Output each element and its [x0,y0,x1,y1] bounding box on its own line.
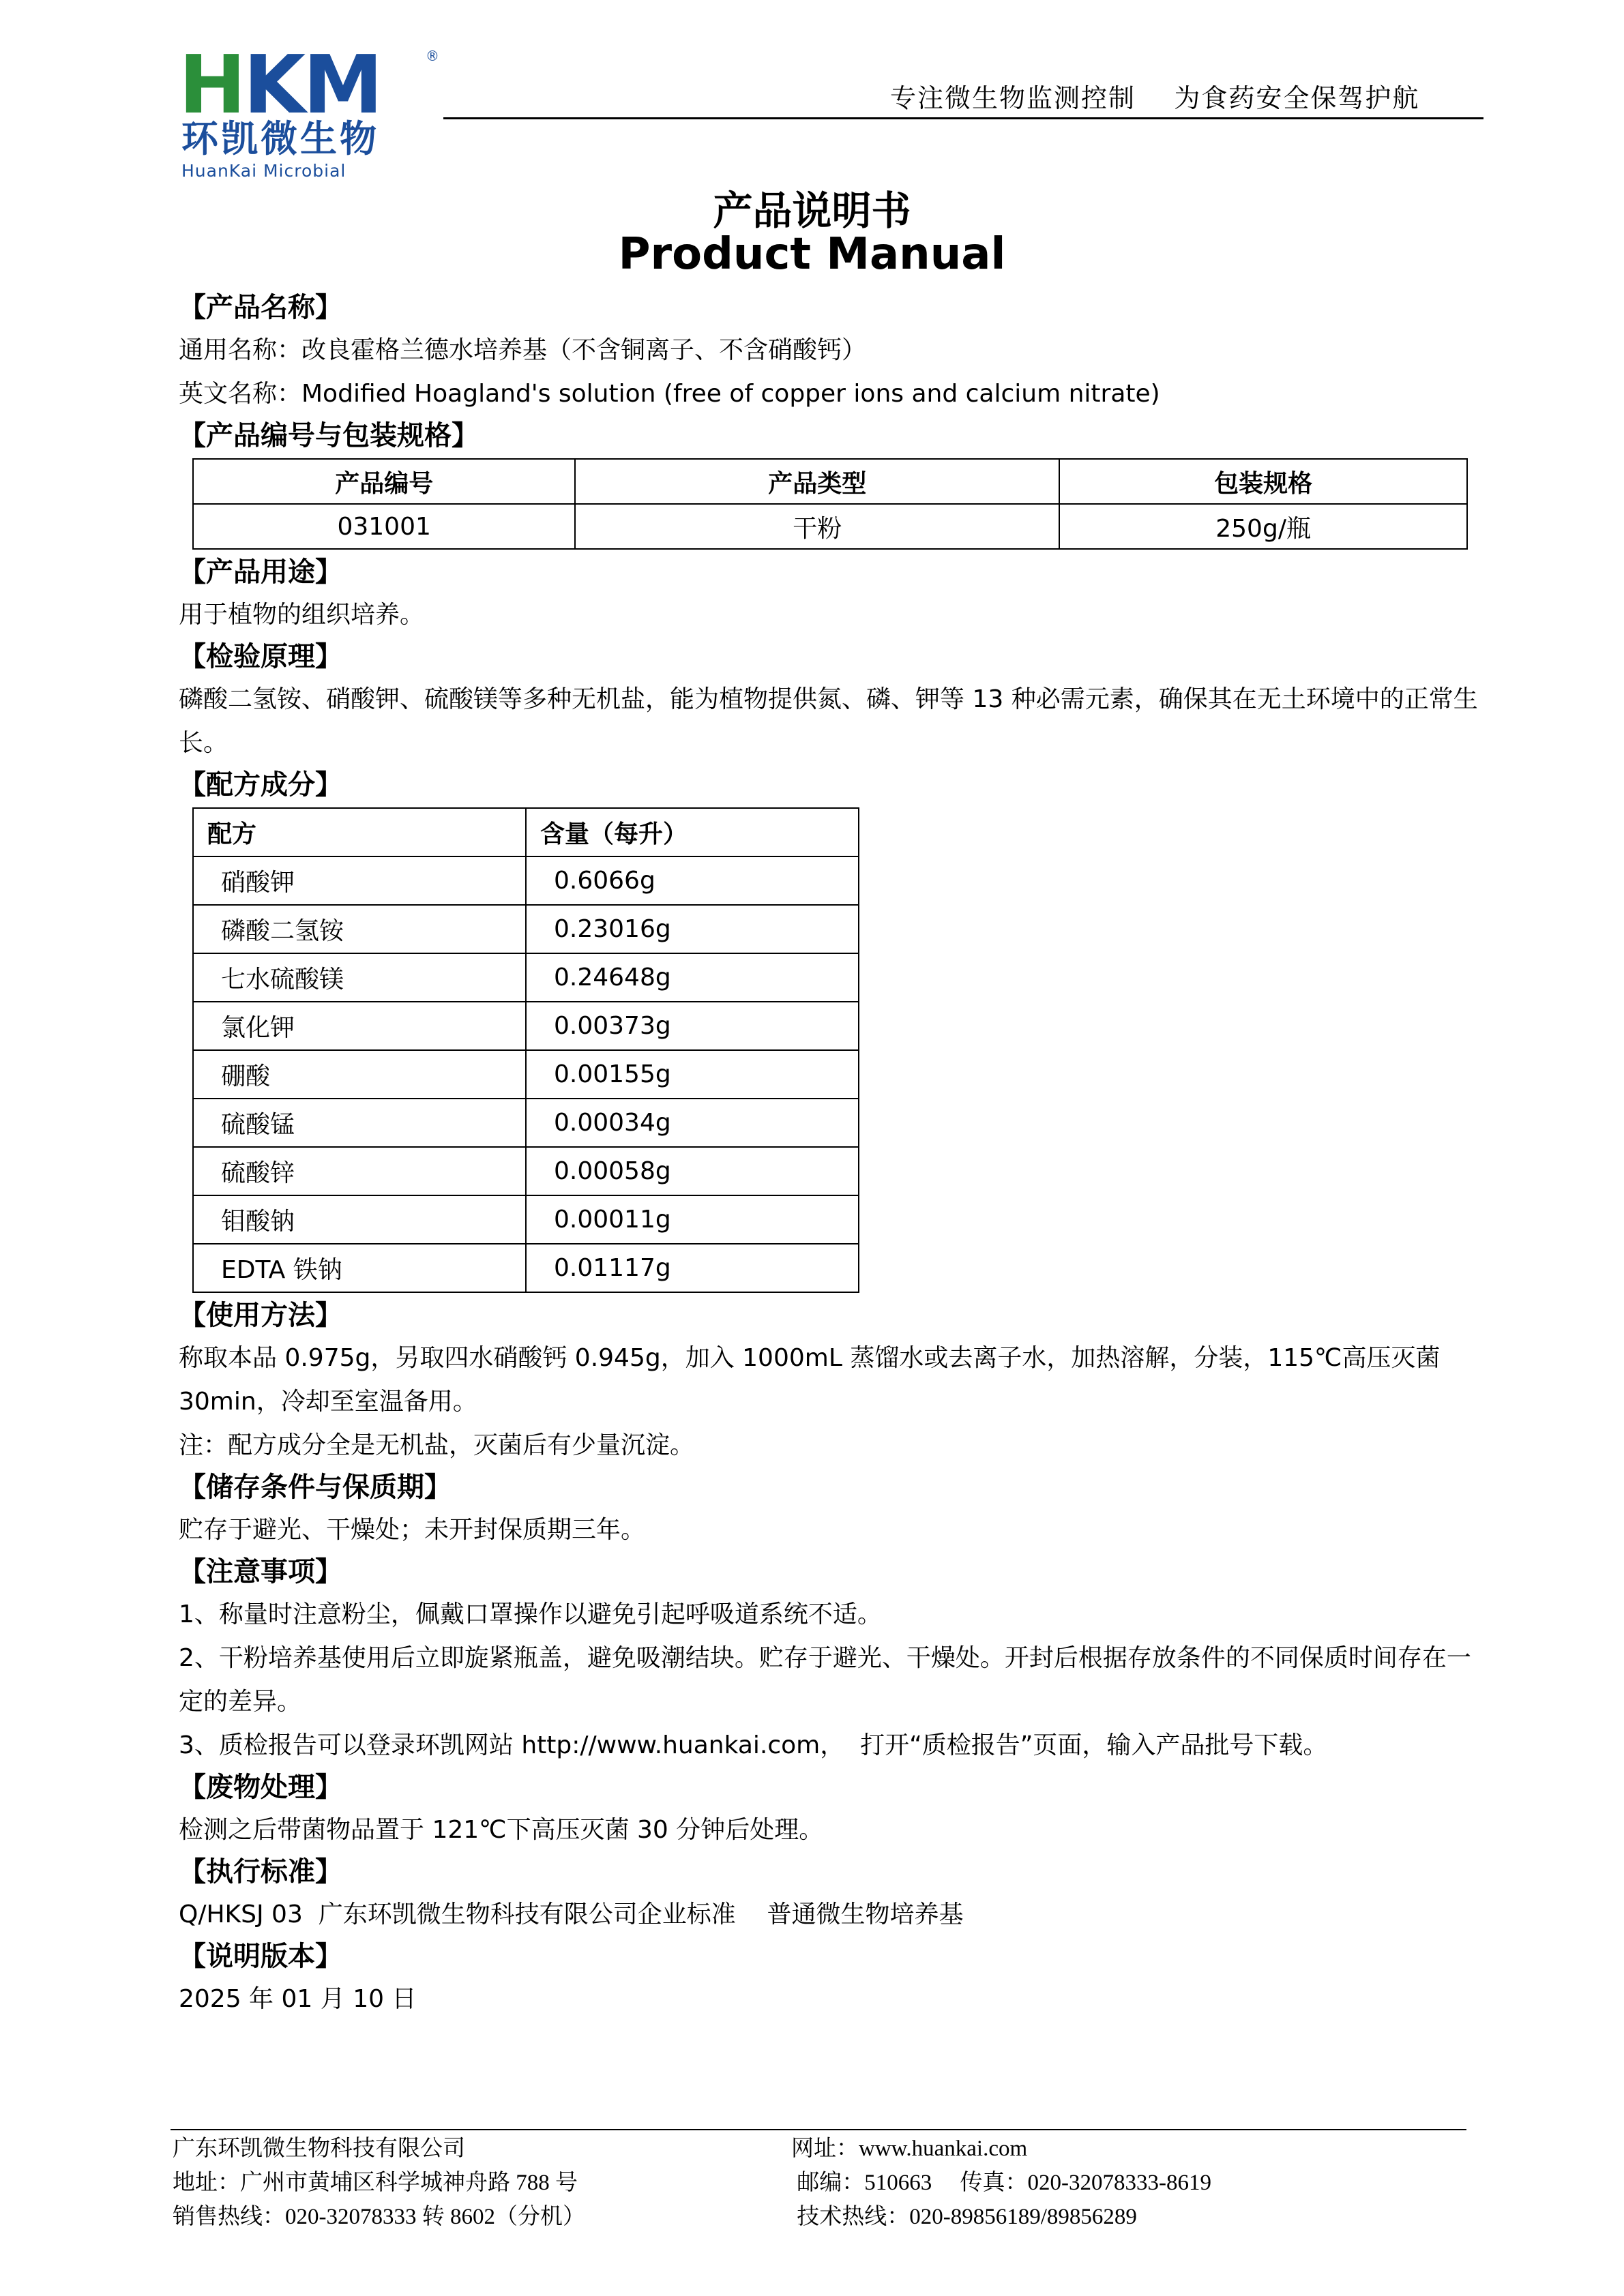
storage-text: 贮存于避光、干燥处；未开封保质期三年。 [179,1516,646,1544]
method-text: 称取本品 0.975g，另取四水硝酸钙 0.945g，加入 1000mL 蒸馏水或去离子水，加热溶解，分装，115℃高压灭菌 30min，冷却至室温备用。 [179,1344,1441,1416]
section-heading-storage: 【储存条件与保质期】 [179,1472,452,1503]
logo-english-name: HuanKai Microbial [181,161,346,181]
table-cell: 250g/瓶 [1059,504,1467,549]
logo-letter-k: K [243,38,304,132]
ingredient-amount: 0.00373g [526,1002,859,1050]
ingredient-name: 硫酸锌 [193,1147,526,1195]
footer-company-info [173,2132,585,2234]
logo-letter-m: M [303,38,381,132]
manual-body [179,288,1488,2021]
table-row [193,1244,859,1292]
footer-postcode-fax: 邮编：510663 传真：020-32078333-8619 [791,2171,1211,2195]
ingredient-amount: 0.24648g [526,953,859,1002]
ingredient-name: 钼酸钠 [193,1195,526,1244]
formula-table [192,807,859,1293]
header-divider [443,117,1483,119]
section-heading-standard: 【执行标准】 [179,1856,342,1888]
ingredient-amount: 0.00058g [526,1147,859,1195]
section-heading-formula: 【配方成分】 [179,769,342,801]
page-title: 产品说明书 [713,188,911,234]
column-header: 配方 [193,808,526,856]
table-header-row [193,459,1467,504]
section-heading-version: 【说明版本】 [179,1941,342,1972]
page-subtitle: Product Manual [618,229,1006,280]
ingredient-amount: 0.23016g [526,905,859,953]
table-row [193,856,859,905]
english-name: 英文名称：Modified Hoagland's solution (free of copper ions and calcium nitrate) [179,380,1160,408]
column-header: 包装规格 [1059,459,1467,504]
table-header-row [193,808,859,856]
common-name: 通用名称：改良霍格兰德水培养基（不含铜离子、不含硝酸钙） [179,336,867,364]
section-heading-principle: 【检验原理】 [179,641,342,672]
table-cell: 031001 [193,504,575,549]
footer-company: 广东环凯微生物科技有限公司 [173,2136,465,2161]
footer-divider [171,2129,1466,2130]
note-item: 3、质检报告可以登录环凯网站 http://www.huankai.com， 打开“质检报告”页面，输入产品批号下载。 [179,1731,1328,1759]
section-heading-product-name: 【产品名称】 [179,292,342,323]
ingredient-amount: 0.00011g [526,1195,859,1244]
table-row [193,1099,859,1147]
footer-website: 网址：www.huankai.com [791,2136,1028,2161]
section-heading-method: 【使用方法】 [179,1300,342,1331]
logo-letter-h: H [179,38,243,132]
table-row [193,1002,859,1050]
ingredient-amount: 0.01117g [526,1244,859,1292]
table-row [193,1195,859,1244]
ingredient-name: 硝酸钾 [193,856,526,905]
table-cell: 干粉 [575,504,1059,549]
section-heading-usage: 【产品用途】 [179,556,342,588]
section-heading-disposal: 【废物处理】 [179,1772,342,1803]
footer-contact-info [791,2132,1211,2234]
version-date: 2025 年 01 月 10 日 [179,1985,417,2013]
ingredient-name: 磷酸二氢铵 [193,905,526,953]
ingredient-name: 硼酸 [193,1050,526,1099]
section-heading-spec: 【产品编号与包装规格】 [179,420,479,451]
footer-address: 地址：广州市黄埔区科学城神舟路 788 号 [173,2171,578,2195]
ingredient-amount: 0.00155g [526,1050,859,1099]
column-header: 含量（每升） [526,808,859,856]
section-heading-notes: 【注意事项】 [179,1556,342,1587]
company-logo [179,38,452,181]
method-note: 注：配方成分全是无机盐，灭菌后有少量沉淀。 [179,1431,695,1459]
table-row [193,905,859,953]
ingredient-name: 七水硫酸镁 [193,953,526,1002]
principle-text: 磷酸二氢铵、硝酸钾、硫酸镁等多种无机盐，能为植物提供氮、磷、钾等 13 种必需元素，确保其在无土环境中的正常生长。 [179,685,1478,757]
disposal-text: 检测之后带菌物品置于 121℃下高压灭菌 30 分钟后处理。 [179,1816,824,1844]
footer-tech-hotline: 技术热线：020-89856189/89856289 [791,2205,1137,2229]
header-slogan: 专注微生物监测控制 为食药安全保驾护航 [890,83,1420,113]
table-row [193,953,859,1002]
column-header: 产品编号 [193,459,575,504]
table-row [193,1050,859,1099]
column-header: 产品类型 [575,459,1059,504]
table-row [193,504,1467,549]
ingredient-amount: 0.6066g [526,856,859,905]
ingredient-name: 氯化钾 [193,1002,526,1050]
note-item: 2、干粉培养基使用后立即旋紧瓶盖，避免吸潮结块。贮存于避光、干燥处。开封后根据存放条件的不同保质时间存在一定的差异。 [179,1644,1471,1716]
ingredient-name: EDTA 铁钠 [193,1244,526,1292]
usage-text: 用于植物的组织培养。 [179,601,425,629]
footer-sales-hotline: 销售热线：020-32078333 转 8602（分机） [173,2205,585,2229]
registered-mark: ® [426,48,439,64]
spec-table [192,458,1468,550]
note-item: 1、称量时注意粉尘，佩戴口罩操作以避免引起呼吸道系统不适。 [179,1600,882,1628]
table-row [193,1147,859,1195]
logo-chinese-name: 环凯微生物 [181,117,379,160]
ingredient-name: 硫酸锰 [193,1099,526,1147]
logo-letters [179,38,381,132]
ingredient-amount: 0.00034g [526,1099,859,1147]
standard-text: Q/HKSJ 03 广东环凯微生物科技有限公司企业标准 普通微生物培养基 [179,1900,964,1928]
